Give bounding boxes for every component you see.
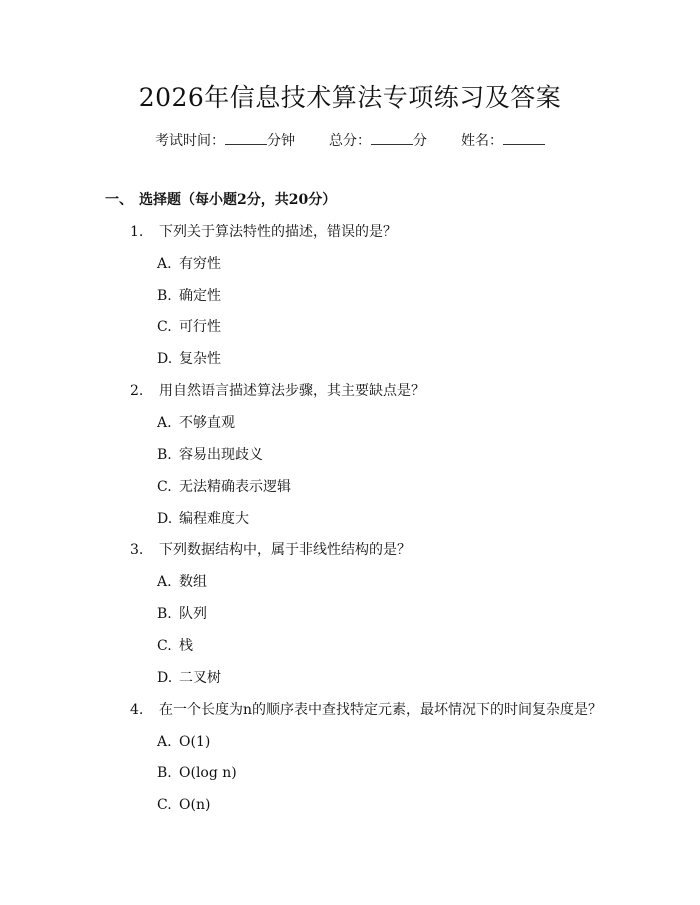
option-letter: D.: [157, 351, 173, 367]
option: [157, 253, 221, 275]
option-text: 确定性: [179, 288, 221, 304]
option-text: 不够直观: [179, 415, 235, 431]
option-letter: B.: [157, 447, 172, 463]
option: [157, 444, 263, 466]
option: [157, 476, 291, 498]
question-text: 下列数据结构中，属于非线性结构的是？: [159, 542, 411, 558]
option: [157, 571, 207, 593]
option: [157, 603, 207, 625]
option: [157, 762, 237, 784]
option-letter: A.: [157, 574, 172, 590]
option-text: 复杂性: [179, 351, 221, 367]
option-letter: B.: [157, 288, 172, 304]
document-title: 2026年信息技术算法专项练习及答案: [138, 83, 562, 112]
option: [157, 285, 221, 307]
question-text: 下列关于算法特性的描述，错误的是？: [159, 224, 397, 240]
option-letter: A.: [157, 256, 172, 272]
option-text: 数组: [179, 574, 207, 590]
option: [157, 412, 235, 434]
name-field: [461, 130, 545, 151]
name-label: 姓名：: [461, 133, 503, 149]
option-letter: C.: [157, 479, 172, 495]
exam-time-field: [155, 130, 295, 151]
option-letter: C.: [157, 319, 172, 335]
question-number: 2.: [130, 383, 144, 399]
exam-time-unit: 分钟: [267, 133, 295, 149]
question-number: 1.: [130, 224, 144, 240]
option-text: 有穷性: [179, 256, 221, 272]
option-text: 可行性: [179, 319, 221, 335]
total-score-blank: [371, 130, 413, 145]
option-text: 栈: [179, 638, 193, 654]
question-4: [130, 699, 602, 721]
question-2: [130, 380, 425, 402]
name-blank: [503, 130, 545, 145]
section-heading: [105, 189, 336, 211]
section-number: 一、: [105, 192, 133, 208]
option-text: O(n): [179, 797, 211, 813]
option-text: 无法精确表示逻辑: [179, 479, 291, 495]
option-text: 容易出现歧义: [179, 447, 263, 463]
option-letter: C.: [157, 638, 172, 654]
option: [157, 316, 221, 338]
question-text: 用自然语言描述算法步骤，其主要缺点是？: [159, 383, 425, 399]
total-score-field: [329, 130, 427, 151]
option: [157, 635, 193, 657]
question-1: [130, 221, 397, 243]
option-letter: B.: [157, 606, 172, 622]
option-text: O(1): [179, 734, 211, 750]
exam-info-line: [0, 130, 700, 151]
question-3: [130, 539, 411, 561]
option-text: 队列: [179, 606, 207, 622]
question-number: 3.: [130, 542, 144, 558]
option: [157, 667, 221, 689]
option-text: 二叉树: [179, 670, 221, 686]
question-text: 在一个长度为n的顺序表中查找特定元素，最坏情况下的时间复杂度是？: [159, 702, 603, 718]
option-letter: D.: [157, 511, 173, 527]
section-title: 选择题（每小题2分，共20分）: [139, 192, 337, 208]
option-letter: A.: [157, 734, 172, 750]
question-number: 4.: [130, 702, 144, 718]
total-score-label: 总分：: [329, 133, 371, 149]
option-text: O(log n): [179, 765, 237, 781]
total-score-unit: 分: [413, 133, 427, 149]
option-letter: C.: [157, 797, 172, 813]
option: [157, 348, 221, 370]
option-text: 编程难度大: [179, 511, 249, 527]
exam-time-blank: [225, 130, 267, 145]
exam-time-label: 考试时间：: [155, 133, 225, 149]
option: [157, 794, 210, 816]
option: [157, 508, 249, 530]
option-letter: B.: [157, 765, 172, 781]
option-letter: A.: [157, 415, 172, 431]
option: [157, 731, 210, 753]
option-letter: D.: [157, 670, 173, 686]
